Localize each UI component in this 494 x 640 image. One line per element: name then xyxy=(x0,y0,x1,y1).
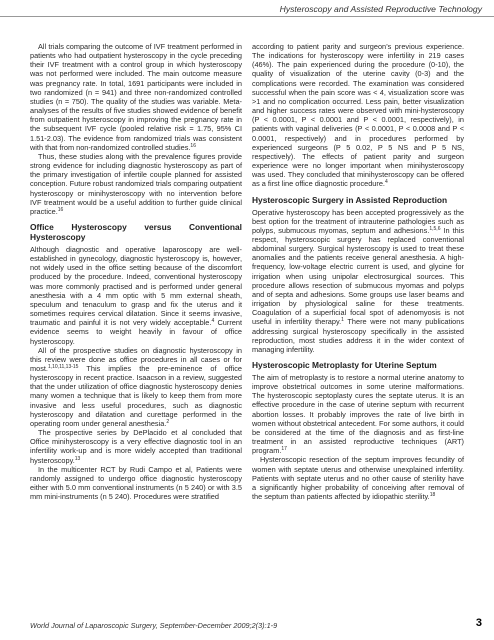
paragraph-text: In the multicenter RCT by Rudi Campo et al, Patients were randomly assigned to undergo office diagnostic hysteroscopy either with 5.0 mm conventional instruments (n 5 240) or with 3.5 mm mini-instruments (n 5 240). Procedures were stratified xyxy=(30,464,242,502)
reference-superscript: 18 xyxy=(429,492,436,499)
paragraph-text: There were not many publications addressing surgical hysteroscopy specifically in the assisted reproduction, most studies address it in the wider context of managing infertility. xyxy=(252,317,465,354)
journal-citation: World Journal of Laparoscopic Surgery, September-December 2009;2(3):1-9 xyxy=(30,621,278,630)
page-number: 3 xyxy=(475,617,482,629)
paragraph xyxy=(30,346,242,428)
left-column xyxy=(30,42,242,501)
reference-superscript: 1 xyxy=(341,317,344,324)
paragraph xyxy=(30,428,242,465)
reference-superscript: 1,10,11,13-15 xyxy=(47,364,79,370)
section-heading: Office Hysteroscopy versus Conventional Hysteroscopy xyxy=(30,221,242,242)
section-heading: Hysteroscopic Metroplasty for Uterine Septum xyxy=(252,360,437,370)
paragraph-text: Thus, these studies along with the prevalence figures provide strong evidence for including diagnostic hysteroscopy as part of the primary investigation of infertile couple planned for assisted conception. Future robust randomized trials comparing outpatient hysteroscopy or minihysteroscopy with no intervention before IVF treatment would be a useful addition to further guide clinical practice. xyxy=(30,151,242,216)
reference-superscript: 4 xyxy=(211,318,215,325)
paragraph-text: Although diagnostic and operative laparoscopy are well-established in gynecology, diagnostic hysteroscopy is, however, not widely used in the office setting because of the discomfort produced by the procedure. Indeed, conventional hysteroscopy was more commonly practised and is performed under general anesthesia with a 4 mm optic with 5 mm external sheath, speculum and tenaculum to grasp and fix the uterus and it sometimes requires cervical dilatation. Since it seems invasive, traumatic and painful it is not very widely acceptable. xyxy=(30,244,242,328)
paragraph-text: In this respect, hysteroscopic surgery has replaced conventional abdominal surgery. Surgical hysteroscopy is used to treat these anomalies and the patients receive general anesthesia. A high-frequency, low-voltage electric current is used, and glycine for irrigation when using unipolar electrosurgical sources. This procedure allows resection of submucous myomas and polyps and of septa and adhesions. Some groups use laser beams and irrigation by physiological saline for these treatments. Coagulation of a superficial focal spot of adenomyosis is not useful in infertility therapy. xyxy=(252,225,464,327)
paragraph-text: The aim of metroplasty is to restore a normal uterine anatomy to improve obstetrical outcomes in some uterine malformations. The hysteroscopic septoplasty cures the septate uterus. It is an effective procedure in the case of uterine septum with recurrent abortion losses. It probably improves the rate of live birth in women without obstetrical antecedent. For some authors, it could be considered at the time of the diagnosis and as first-line treatment in an assisted reproductive techniques (ART) program. xyxy=(252,373,464,456)
reference-superscript: 16 xyxy=(57,206,64,213)
section-heading: Hysteroscopic Surgery in Assisted Reproduction xyxy=(252,194,448,205)
paragraph-text: This implies the pre-eminence of office hysteroscopy in recent practice. Isaacson in a review, suggested that the under utilization of office diagnostic hysteroscopy denies many women a technique that is likely to keep them from more invasive and less useful procedures, such as diagnostic hysteroscopy and dilatation and curettage performed in the operating room under general anesthesia. xyxy=(30,364,242,428)
paragraph-text: Current evidence seems to weight heavily in favour of office hysteroscopy. xyxy=(30,318,242,346)
reference-superscript: 17 xyxy=(281,446,287,453)
header-rule xyxy=(0,16,494,17)
right-column xyxy=(252,42,464,501)
paragraph xyxy=(30,245,242,346)
paragraph-text: All trials comparing the outcome of IVF treatment performed in patients who had outpatient hysteroscopy in the cycle preceding their IVF treatment with a control group in which hysteroscopy was not performed were included. The main outcome measure was pregnancy rate. In total, 1691 participants were included in two randomized (n = 941) and three non-randomized controlled studies (n = 750). The quality of the studies was variable. Meta-analyses of the results of five studies showed evidence of benefit from outpatient hysteroscopy in improving the pregnancy rate in the subsequent IVF cycle (pooled relative risk = 1.75, 95% CI 1.51-2.03). The evidence from randomized trials was consistent with that from non-randomized controlled studies. xyxy=(30,42,242,152)
paragraph-text: The prospective series by DePlacido et al concluded that Office minihysteroscopy is a very effective diagnostic tool in an infertility work-up and is more widely accepted than traditional hysteroscopy. xyxy=(30,428,242,465)
paragraph-text: Operative hysteroscopy has been accepted progressively as the best option for the treatment of intrauterine pathologies such as polyps, submucous myomas, septum and adhesions. xyxy=(252,207,464,235)
paragraph xyxy=(30,152,242,216)
paragraph xyxy=(252,208,464,355)
paragraph xyxy=(30,465,242,502)
running-head: Hysteroscopy and Assisted Reproductive Technology xyxy=(279,4,482,14)
reference-superscript: 2 xyxy=(166,418,170,425)
paragraph-text: according to patient parity and surgeon’s previous experience. The indications for hysteroscopy were infertility in 219 cases (46%). The pain experienced during the procedure (0-10), the quality of visualization of the uterine cavity (0-3) and the complications were recorded. The examination was considered successful when the pain score was < 4, visualization score was >1 and no complication occurred. Less pain, better visualization and higher success rates were observed with mini-hysteroscopy (P < 0.0001, P < 0.0001 and P < 0.0001, respectively), in patients with vaginal deliveries (P < 0.0001, P < 0.0008 and P < 0.0001, respectively) and in procedures performed by experienced surgeons (P 5 0.02, P 5 NS and P 5 NS, respectively). The effects of patient parity and surgeon experience were no longer important when minihysteroscopy was used. They concluded that minihysteroscopy can be offered as a first line office diagnostic procedure. xyxy=(252,42,464,189)
reference-superscript: 1,5,6 xyxy=(429,225,441,232)
reference-superscript: 16 xyxy=(190,142,196,149)
paragraph xyxy=(252,42,464,189)
reference-superscript: 4 xyxy=(384,179,388,186)
paragraph xyxy=(252,455,464,501)
paragraph xyxy=(252,373,464,455)
paragraph-text: Hysteroscopic resection of the septum improves fecundity of women with septate uterus and otherwise unexplained infertility. Patients with septate uterus and no other cause of sterility have a significantly higher probability of conceiving after removal of the septum than patients affected by idiopathic sterility. xyxy=(252,455,464,502)
reference-superscript: 13 xyxy=(74,455,81,462)
paragraph xyxy=(30,42,242,152)
paragraph-text: All of the prospective studies on diagnostic hysteroscopy in this review were done as office procedures in all cases or for most. xyxy=(30,345,242,373)
